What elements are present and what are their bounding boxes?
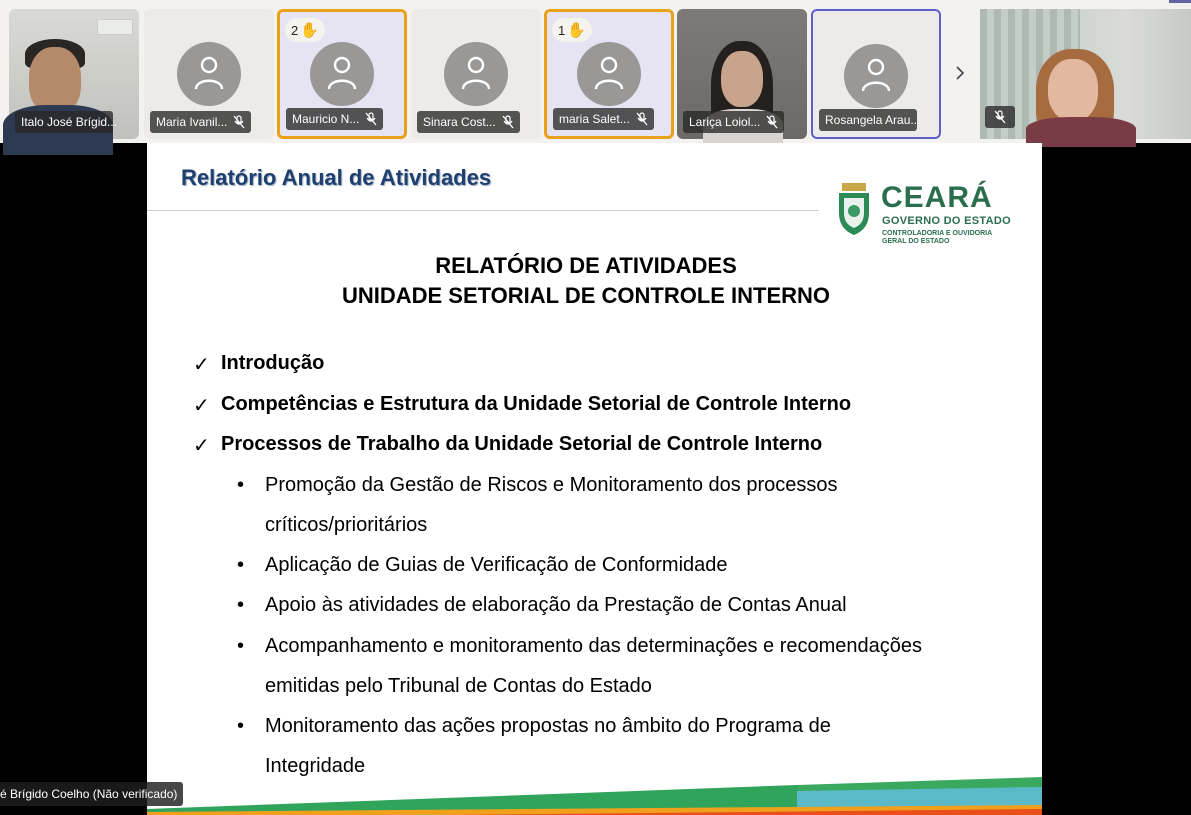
logo-line-1: GOVERNO DO ESTADO: [882, 215, 1011, 227]
slide-footer-ribbon: [147, 755, 1042, 815]
participant-tile-2[interactable]: [144, 9, 274, 139]
raised-hand-icon: ✋: [567, 22, 586, 39]
participant-name-bar: [553, 108, 654, 130]
bullet-icon: •: [237, 474, 245, 496]
participant-name: Sinara Cost...: [423, 115, 496, 129]
participant-name: Mauricio N...: [292, 112, 360, 126]
strip-accent: [1169, 0, 1191, 3]
background-logo: [97, 19, 133, 35]
participant-name-bar: [15, 111, 118, 133]
participant-name: Maria Ivanil...: [156, 115, 228, 129]
hand-queue-number: 2: [291, 22, 299, 38]
mic-off-icon: [502, 115, 514, 129]
mute-indicator: [985, 106, 1015, 128]
hand-queue-number: 1: [558, 22, 566, 38]
person-icon: [444, 42, 508, 106]
presenter-caption: é Brígido Coelho (Não verificado): [0, 782, 183, 806]
logo-brand: CEARÁ: [881, 181, 993, 214]
mic-off-icon: [766, 115, 778, 129]
checkmark-icon: ✓: [193, 395, 210, 417]
bullet-icon: •: [237, 715, 245, 737]
participant-name-bar: [150, 111, 251, 133]
person-icon: [577, 42, 641, 106]
bullet-icon: •: [237, 554, 245, 576]
slide-header: Relatório Anual de Atividades: [181, 165, 492, 190]
mic-off-icon: [636, 112, 648, 126]
participant-strip: [0, 0, 1191, 143]
participant-name: Rosangela Arau...: [825, 113, 921, 127]
person-icon: [177, 42, 241, 106]
mic-off-icon: [233, 115, 245, 129]
participant-tile-7[interactable]: [811, 9, 941, 139]
bullet-icon: •: [237, 635, 245, 657]
person-icon: [844, 44, 908, 108]
checkmark-icon: ✓: [193, 435, 210, 457]
participant-tile-6[interactable]: [677, 9, 807, 139]
participant-name-bar: [286, 108, 383, 130]
participant-tile-4[interactable]: [411, 9, 541, 139]
bullet-icon: •: [237, 594, 245, 616]
checklist-item: ✓ Competências e Estrutura da Unidade Setorial de Controle Interno: [193, 393, 852, 417]
participant-tile-3[interactable]: [277, 9, 407, 139]
header-divider: [147, 210, 819, 211]
mic-off-icon: [994, 110, 1006, 124]
raised-hand-icon: ✋: [300, 22, 319, 39]
checklist-item: ✓ Processos de Trabalho da Unidade Setorial de Controle Interno: [193, 433, 823, 457]
participant-name: Italo José Brígid...: [21, 115, 118, 129]
logo-line-2: CONTROLADORIA E OUVIDORIA: [882, 230, 993, 237]
participant-name: Lariça Loiol...: [689, 115, 761, 129]
checklist-item: ✓ Introdução: [193, 352, 325, 376]
checkmark-icon: ✓: [193, 354, 210, 376]
logo-line-3: GERAL DO ESTADO: [882, 238, 950, 245]
slide-title-line-2: UNIDADE SETORIAL DE CONTROLE INTERNO: [341, 283, 831, 308]
participant-tile-1[interactable]: [9, 9, 139, 139]
participant-name-bar: [683, 111, 784, 133]
ceara-logo: [835, 181, 1025, 251]
participant-name-bar: [417, 111, 520, 133]
shared-slide: Relatório Anual de Atividades CEARÁ GOVERNO DO ESTADO CONTROLADORIA E OUVIDORIA GERAL DO ESTADO RELATÓRIO DE ATIVIDADES UNIDADE SETORIAL DE CONTROLE INTERNO ✓ Introdução ✓ Competências e Estrutura da Unidade Setorial de Controle Interno ✓ Processos de Trabalho da Unidade Setorial de Controle Interno • Promoção da Gestão de Riscos e Monitoramento dos processos críticos/prioritários • Aplicação de Guias de Verificação de Conformidade • Apoio às atividades de elaboração da Prestação de Contas Anual • Acompanhamento e monitoramento das determinações e recomendações emitidas pelo Tribunal de Contas do Estado • Monitoramento das ações propostas no âmbito do Programa de Integridade: [147, 143, 1042, 815]
raised-hand-badge: [552, 18, 592, 42]
participant-tile-8[interactable]: [980, 9, 1191, 139]
state-emblem-icon: [835, 183, 873, 235]
participant-name: maria Salet...: [559, 112, 630, 126]
chevron-right-icon[interactable]: [944, 55, 976, 91]
participant-name-bar: [819, 109, 921, 131]
participant-tile-5[interactable]: [544, 9, 674, 139]
person-icon: [310, 42, 374, 106]
slide-title-line-1: RELATÓRIO DE ATIVIDADES: [435, 253, 737, 278]
raised-hand-badge: [285, 18, 325, 42]
mic-off-icon: [365, 112, 377, 126]
